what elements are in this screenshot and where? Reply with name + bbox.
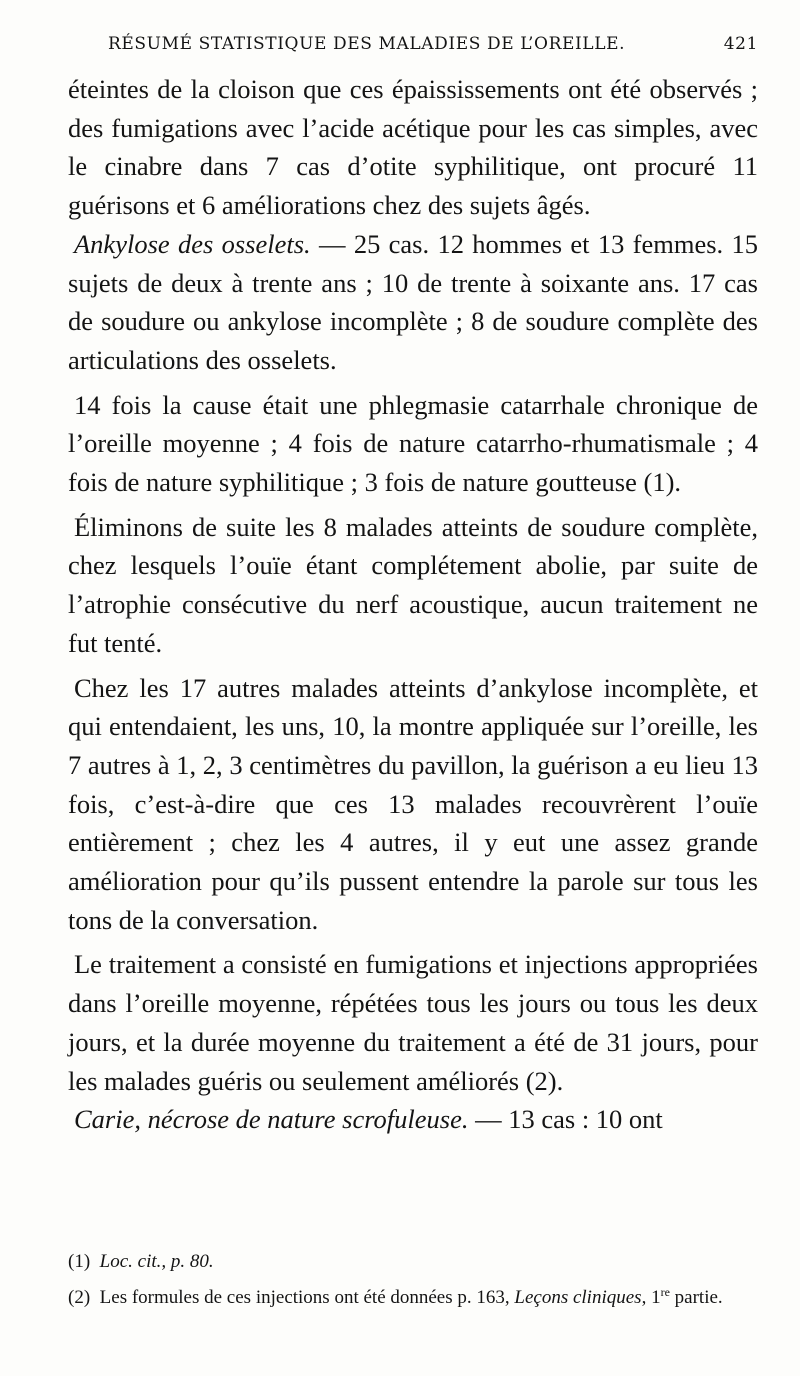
paragraph-traitement: Le traitement a consisté en fumigations et injections appropriées dans l’oreille moyenne, répétées tous les jours ou tous les deux jours, et la durée moyenne du traitement a été de 31 jours, pour les malades guéris ou seulement améliorés (2). xyxy=(68,949,758,1096)
footnote-2-book-title: Leçons cliniques xyxy=(514,1287,642,1308)
footnote-2-tail: , 1 xyxy=(641,1287,661,1308)
paragraph-ankylose-incomplete: Chez les 17 autres malades atteints d’ankylose incomplète, et qui entendaient, les uns, 10, la montre appliquée sur l’oreille, les 7 autres à 1, 2, 3 centimètres du pavillon, la guérison a eu lieu 13 fois, c’est-à-dire que ces 13 malades recouvrèrent l’ouïe entièrement ; chez les 4 autres, il y eut une assez grande amélioration pour qu’ils pussent entendre la parole sur tous les tons de la conversation. xyxy=(68,672,758,935)
paragraph-ankylose-text: — 25 cas. 12 hommes et 13 femmes. 15 sujets de deux à trente ans ; 10 de trente à soixante ans. 17 cas de soudure ou ankylose incomplète ; 8 de soudure complète des articulations des osselets. xyxy=(68,228,758,375)
section-heading-ankylose: Ankylose des osselets. xyxy=(74,228,311,259)
paragraph-continuation: éteintes de la cloison que ces épaississements ont été observés ; des fumigations avec l’acide acétique pour les cas simples, avec le cinabre dans 7 cas d’otite syphilitique, ont procuré 11 guérisons et 6 améliorations chez des sujets âgés. xyxy=(68,74,758,221)
running-title: RÉSUMÉ STATISTIQUE DES MALADIES DE L’OREILLE. xyxy=(108,34,626,54)
section-heading-carie: Carie, nécrose de nature scrofuleuse. xyxy=(74,1104,469,1135)
paragraph-carie-text: — 13 cas : 10 ont xyxy=(468,1104,663,1135)
footnote-1-text: Loc. cit., p. 80. xyxy=(99,1251,214,1272)
paragraph-soudure: Éliminons de suite les 8 malades atteints de soudure complète, chez lesquels l’ouïe étant complétement abolie, par suite de l’atrophie consécutive du nerf acoustique, aucun traitement ne fut tenté. xyxy=(68,511,758,658)
footnote-2-mark: (2) xyxy=(68,1287,91,1308)
footnotes xyxy=(68,1244,758,1316)
paragraph-causes: 14 fois la cause était une phlegmasie catarrhale chronique de l’oreille moyenne ; 4 fois de nature catarrho-rhumatismale ; 4 fois de nature syphilitique ; 3 fois de nature goutteuse (1). xyxy=(68,389,758,498)
body-text xyxy=(68,70,758,1139)
paragraph-carie xyxy=(68,1100,758,1139)
footnote-1 xyxy=(68,1244,758,1280)
footnote-2-end: partie. xyxy=(669,1287,723,1308)
running-header xyxy=(108,34,758,62)
footnote-2-superscript: re xyxy=(660,1285,670,1299)
paragraph-ankylose xyxy=(68,225,758,380)
footnote-1-mark: (1) xyxy=(68,1251,91,1272)
footnote-2 xyxy=(68,1280,758,1316)
page-number: 421 xyxy=(723,34,758,54)
footnote-2-text: Les formules de ces injections ont été données p. 163, xyxy=(99,1287,510,1308)
